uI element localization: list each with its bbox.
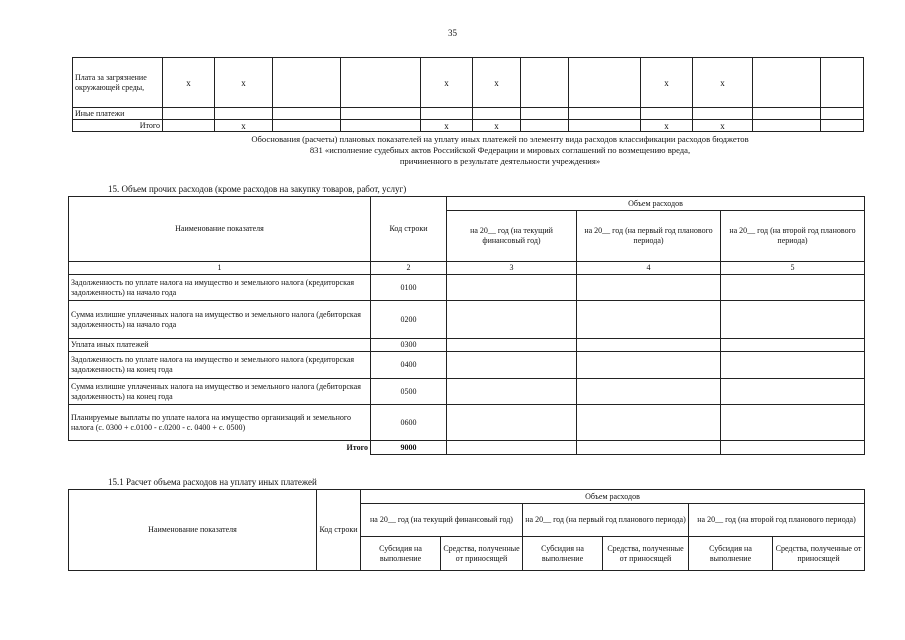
table-cell	[569, 58, 641, 108]
header-subsidy: Субсидия на выполнение	[361, 537, 441, 571]
table-header-row	[69, 197, 865, 211]
table-cell	[273, 58, 341, 108]
header-first-plan-year: на 20__ год (на первый год планового периода)	[523, 504, 689, 537]
table-cell: x	[215, 58, 273, 108]
value-cell	[721, 275, 865, 301]
value-cell	[447, 352, 577, 379]
table-cell	[273, 108, 341, 120]
total-code: 9000	[371, 441, 447, 455]
value-cell	[577, 379, 721, 405]
table-cell: x	[215, 120, 273, 132]
row-name: Задолженность по уплате налога на имущество и земельного налога (кредиторская задолженность) на конец года	[69, 352, 371, 379]
value-cell	[721, 339, 865, 352]
value-cell	[447, 379, 577, 405]
justification-line: причиненного в результате деятельности учреждения»	[399, 156, 601, 166]
table-cell: x	[473, 120, 521, 132]
row-code: 0200	[371, 301, 447, 339]
value-cell	[721, 379, 865, 405]
table-row	[69, 352, 865, 379]
row-name: Уплата иных платежей	[69, 339, 371, 352]
table-row	[73, 58, 864, 108]
column-number-row	[69, 262, 865, 275]
table-cell	[753, 120, 821, 132]
justification-line: 831 «исполнение судебных актов Российской Федерации и мировых соглашений по возмещению вреда,	[309, 145, 691, 155]
table-row	[69, 339, 865, 352]
table-cell	[569, 108, 641, 120]
row-name: Сумма излишне уплаченных налога на имущество и земельного налога (дебиторская задолженность) на начало года	[69, 301, 371, 339]
table-cell	[473, 108, 521, 120]
table-cell	[341, 120, 421, 132]
total-label: Итого	[73, 120, 163, 132]
value-cell	[721, 405, 865, 441]
header-name: Наименование показателя	[69, 197, 371, 262]
table-cell	[163, 120, 215, 132]
value-cell	[447, 405, 577, 441]
table-cell	[273, 120, 341, 132]
table-row	[73, 120, 864, 132]
table-cell	[821, 120, 864, 132]
header-volume: Объем расходов	[361, 490, 865, 504]
header-subsidy: Субсидия на выполнение	[523, 537, 603, 571]
table-total-row	[69, 441, 865, 455]
table-cell	[821, 58, 864, 108]
column-number: 3	[447, 262, 577, 275]
table-cell	[521, 108, 569, 120]
table-cell	[521, 120, 569, 132]
section-15-table	[68, 196, 865, 455]
table-cell	[163, 108, 215, 120]
value-cell	[577, 352, 721, 379]
table-cell	[753, 58, 821, 108]
header-code: Код строки	[371, 197, 447, 262]
header-first-plan-year: на 20__ год (на первый год планового периода)	[577, 211, 721, 262]
header-name: Наименование показателя	[69, 490, 317, 571]
header-volume: Объем расходов	[447, 197, 865, 211]
header-second-plan-year: на 20__ год (на второй год планового периода)	[689, 504, 865, 537]
table-cell	[641, 108, 693, 120]
header-own-funds: Средства, полученные от приносящей	[773, 537, 865, 571]
table-cell	[341, 108, 421, 120]
table-cell	[215, 108, 273, 120]
header-own-funds: Средства, полученные от приносящей	[441, 537, 523, 571]
value-cell	[577, 441, 721, 455]
total-label: Итого	[69, 441, 371, 455]
row-code: 0500	[371, 379, 447, 405]
row-name: Планируемые выплаты по уплате налога на имущество организаций и земельного налога (с. 0300 + с.0100 - с.0200 - с. 0400 + с. 0500)	[69, 405, 371, 441]
table-row	[69, 405, 865, 441]
header-current-year: на 20__ год (на текущий финансовый год)	[447, 211, 577, 262]
row-code: 0400	[371, 352, 447, 379]
table-cell: x	[693, 120, 753, 132]
value-cell	[577, 275, 721, 301]
value-cell	[577, 405, 721, 441]
value-cell	[721, 301, 865, 339]
row-label: Плата за загрязнение окружающей среды,	[73, 58, 163, 108]
header-code: Код строки	[317, 490, 361, 571]
table-cell	[693, 108, 753, 120]
row-code: 0600	[371, 405, 447, 441]
column-number: 2	[371, 262, 447, 275]
table-cell: x	[473, 58, 521, 108]
table-cell	[821, 108, 864, 120]
value-cell	[447, 301, 577, 339]
table-row	[69, 379, 865, 405]
row-label: Иные платежи	[73, 108, 163, 120]
table-cell: x	[163, 58, 215, 108]
value-cell	[447, 339, 577, 352]
table-row	[69, 301, 865, 339]
value-cell	[577, 339, 721, 352]
header-own-funds: Средства, полученные от приносящей	[603, 537, 689, 571]
column-number: 1	[69, 262, 371, 275]
justification-line: Обоснования (расчеты) плановых показателей на уплату иных платежей по элементу вида расходов классификации расходов бюджетов	[251, 134, 749, 144]
value-cell	[721, 352, 865, 379]
section-15-1-table	[68, 489, 865, 571]
table-cell: x	[641, 58, 693, 108]
table-cell	[521, 58, 569, 108]
header-current-year: на 20__ год (на текущий финансовый год)	[361, 504, 523, 537]
page-number: 35	[448, 28, 457, 38]
value-cell	[447, 441, 577, 455]
section-15-1-title: 15.1 Расчет объема расходов на уплату иных платежей	[108, 477, 317, 487]
justification-heading	[100, 134, 900, 167]
table-cell	[753, 108, 821, 120]
table-row	[69, 275, 865, 301]
section-15-title: 15. Объем прочих расходов (кроме расходов на закупку товаров, работ, услуг)	[108, 184, 407, 194]
table-cell	[569, 120, 641, 132]
header-second-plan-year: на 20__ год (на второй год планового периода)	[721, 211, 865, 262]
table-row	[73, 108, 864, 120]
column-number: 4	[577, 262, 721, 275]
row-code: 0300	[371, 339, 447, 352]
row-code: 0100	[371, 275, 447, 301]
header-subsidy: Субсидия на выполнение	[689, 537, 773, 571]
value-cell	[447, 275, 577, 301]
table-cell	[341, 58, 421, 108]
table-cell: x	[421, 120, 473, 132]
top-continuation-table	[72, 57, 864, 132]
table-cell: x	[641, 120, 693, 132]
row-name: Сумма излишне уплаченных налога на имущество и земельного налога (дебиторская задолженность) на конец года	[69, 379, 371, 405]
table-cell: x	[693, 58, 753, 108]
value-cell	[721, 441, 865, 455]
column-number: 5	[721, 262, 865, 275]
table-cell	[421, 108, 473, 120]
table-cell: x	[421, 58, 473, 108]
value-cell	[577, 301, 721, 339]
row-name: Задолженность по уплате налога на имущество и земельного налога (кредиторская задолженность) на начало года	[69, 275, 371, 301]
table-header-row	[69, 490, 865, 504]
